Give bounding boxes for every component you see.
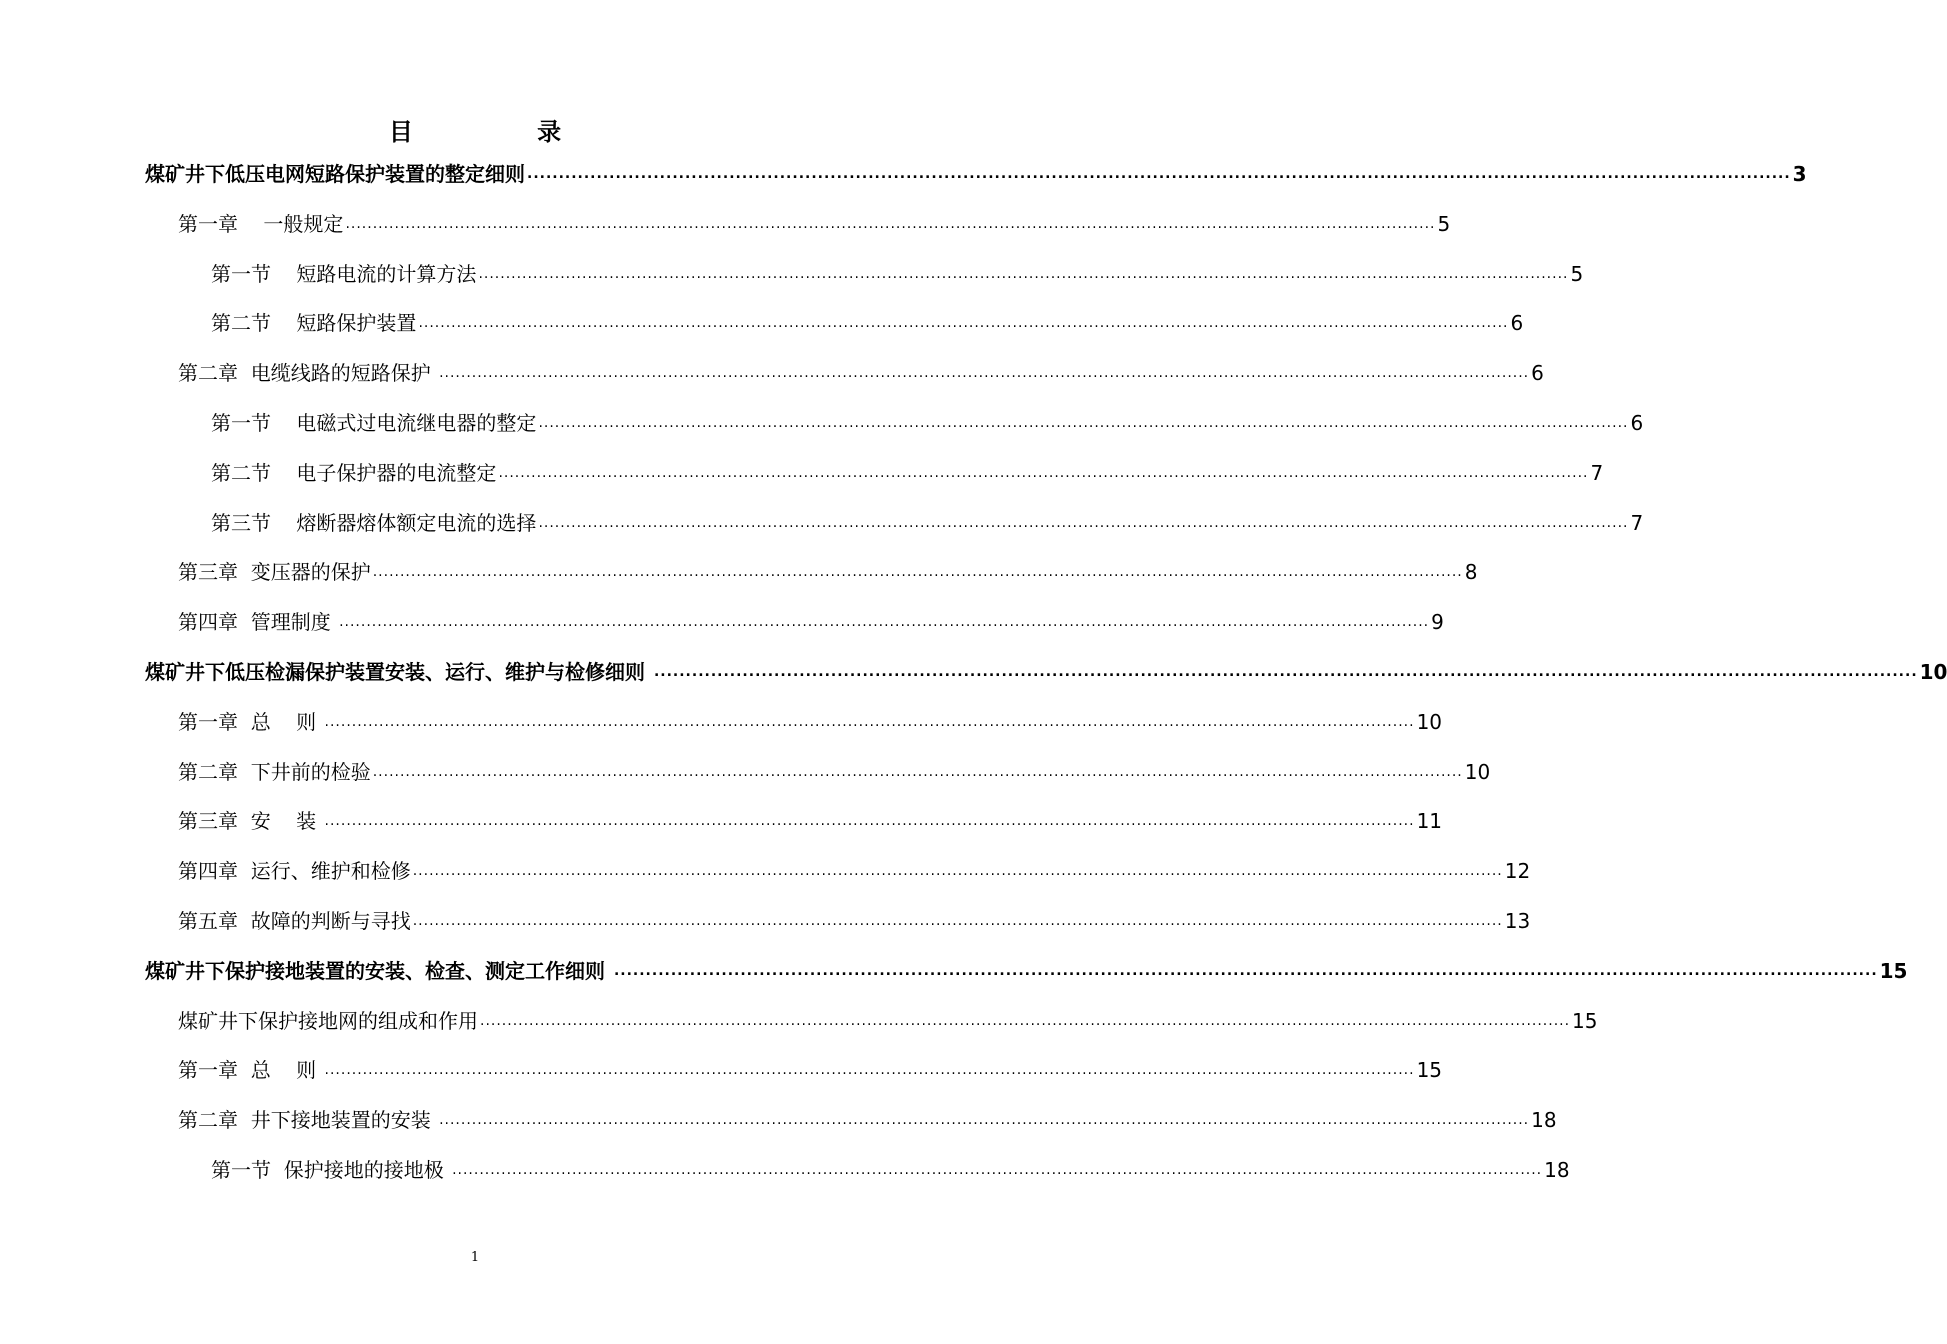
toc-dot-leader: ........................................................................................................................................................................................................ <box>372 763 1463 780</box>
toc-entry[interactable] <box>178 204 1451 238</box>
toc-dot-leader: ........................................................................................................................................................................................................ <box>339 614 1430 631</box>
toc-entry[interactable] <box>211 1150 1570 1184</box>
toc-entry[interactable] <box>211 453 1604 487</box>
toc-entry-page-number: 5 <box>1437 211 1451 236</box>
toc-entry-label: 煤矿井下低压电网短路保护装置的整定细则 <box>145 162 525 186</box>
toc-entry-label: 第二节 短路保护装置 <box>211 311 417 336</box>
toc-entry-page-number: 6 <box>1630 411 1644 435</box>
toc-entry[interactable] <box>211 303 1524 337</box>
toc-dot-leader: ........................................................................................................................................................................................................ <box>418 315 1509 332</box>
toc-entry[interactable] <box>178 1001 1598 1035</box>
toc-dot-leader: ........................................................................................................................................................................................................ <box>324 813 1415 830</box>
toc-entry-label: 第三节 熔断器熔体额定电流的选择 <box>211 510 537 535</box>
page-footer-number: 1 <box>470 1250 480 1265</box>
toc-entry[interactable] <box>178 702 1443 736</box>
toc-entry-page-number: 15 <box>1572 1008 1598 1033</box>
toc-entry-page-number: 18 <box>1544 1158 1570 1182</box>
toc-entry-page-number: 9 <box>1431 610 1444 635</box>
toc-dot-leader: ........................................................................................................................................................................................................ <box>324 1062 1415 1079</box>
toc-entry-label: 第一节 短路电流的计算方法 <box>211 261 477 286</box>
toc-entry-page-number: 10 <box>1919 660 1947 684</box>
toc-dot-leader: ........................................................................................................................................................................................................ <box>527 166 1791 182</box>
toc-entry-label: 第一节 电磁式过电流继电器的整定 <box>211 411 537 435</box>
toc-entry[interactable] <box>211 254 1584 288</box>
toc-entry-label: 第一章 总 则 <box>178 1058 323 1083</box>
toc-dot-leader: ........................................................................................................................................................................................................ <box>439 365 1530 382</box>
toc-entry-page-number: 15 <box>1416 1058 1443 1083</box>
toc-entry-label: 第二章 井下接地装置的安装 <box>178 1108 438 1133</box>
toc-dot-leader: ........................................................................................................................................................................................................ <box>478 265 1569 282</box>
toc-entry[interactable] <box>178 851 1531 885</box>
toc-entry-page-number: 3 <box>1792 162 1807 186</box>
toc-dot-leader: ........................................................................................................................................................................................................ <box>498 464 1589 481</box>
toc-dot-leader: ........................................................................................................................................................................................................ <box>345 215 1436 232</box>
toc-entry-label: 第三章 安 装 <box>178 809 323 834</box>
toc-entry-page-number: 12 <box>1504 859 1531 884</box>
toc-entry[interactable] <box>178 752 1491 786</box>
toc-entry[interactable] <box>211 503 1644 537</box>
toc-entry-label: 第四章 运行、维护和检修 <box>178 859 411 884</box>
toc-entry-page-number: 10 <box>1416 709 1443 734</box>
toc-entry[interactable] <box>178 901 1531 935</box>
toc-entry-label: 煤矿井下保护接地网的组成和作用 <box>178 1008 478 1033</box>
toc-entry-label: 第二节 电子保护器的电流整定 <box>211 460 497 485</box>
toc-entry[interactable] <box>178 801 1443 835</box>
toc-entry[interactable] <box>178 1050 1443 1084</box>
toc-dot-leader: ........................................................................................................................................................................................................ <box>653 664 1918 680</box>
toc-entry[interactable] <box>145 951 1908 985</box>
toc-entry-page-number: 11 <box>1416 809 1443 834</box>
toc-dot-leader: ........................................................................................................................................................................................................ <box>412 863 1503 880</box>
toc-entry-label: 第二章 电缆线路的短路保护 <box>178 361 438 386</box>
toc-title: 目 录 <box>388 118 620 146</box>
toc-entry-label: 第四章 管理制度 <box>178 610 338 635</box>
toc-entry-label: 煤矿井下低压检漏保护装置安装、运行、维护与检修细则 <box>145 660 652 684</box>
toc-entry-label: 第一章 总 则 <box>178 709 323 734</box>
toc-entry-page-number: 13 <box>1504 909 1531 933</box>
toc-entry-page-number: 8 <box>1464 560 1478 585</box>
toc-entry-label: 第二章 下井前的检验 <box>178 759 371 784</box>
toc-entry-page-number: 6 <box>1531 361 1544 386</box>
toc-dot-leader: ........................................................................................................................................................................................................ <box>372 564 1463 581</box>
toc-entry-page-number: 18 <box>1531 1108 1557 1133</box>
toc-entry-label: 第一章 一般规定 <box>178 211 344 236</box>
toc-dot-leader: ........................................................................................................................................................................................................ <box>613 962 1878 979</box>
toc-entry-label: 煤矿井下保护接地装置的安装、检查、测定工作细则 <box>145 958 612 983</box>
toc-entry-page-number: 15 <box>1879 958 1908 983</box>
toc-entry-page-number: 7 <box>1590 460 1604 485</box>
toc-dot-leader: ........................................................................................................................................................................................................ <box>452 1162 1543 1178</box>
toc-dot-leader: ........................................................................................................................................................................................................ <box>439 1112 1530 1129</box>
toc-entry[interactable] <box>211 403 1644 437</box>
toc-entry-page-number: 10 <box>1464 759 1491 784</box>
toc-entry[interactable] <box>178 552 1478 586</box>
toc-entry-label: 第三章 变压器的保护 <box>178 560 371 585</box>
toc-dot-leader: ........................................................................................................................................................................................................ <box>538 514 1629 531</box>
toc-entry-label: 第一节 保护接地的接地极 <box>211 1158 451 1182</box>
toc-entry[interactable] <box>178 353 1544 387</box>
toc-entry-page-number: 5 <box>1570 261 1584 286</box>
toc-entry-page-number: 7 <box>1630 510 1644 535</box>
toc-entry-label: 第五章 故障的判断与寻找 <box>178 909 411 933</box>
toc-entry[interactable] <box>145 652 1947 686</box>
toc-entry[interactable] <box>178 602 1444 636</box>
toc-dot-leader: ........................................................................................................................................................................................................ <box>480 1012 1571 1029</box>
toc-entry[interactable] <box>145 154 1807 188</box>
toc-dot-leader: ........................................................................................................................................................................................................ <box>412 913 1503 929</box>
toc-dot-leader: ........................................................................................................................................................................................................ <box>324 713 1415 730</box>
toc-dot-leader: ........................................................................................................................................................................................................ <box>538 415 1629 431</box>
toc-entry-page-number: 6 <box>1510 311 1524 336</box>
toc-entry[interactable] <box>178 1100 1557 1134</box>
